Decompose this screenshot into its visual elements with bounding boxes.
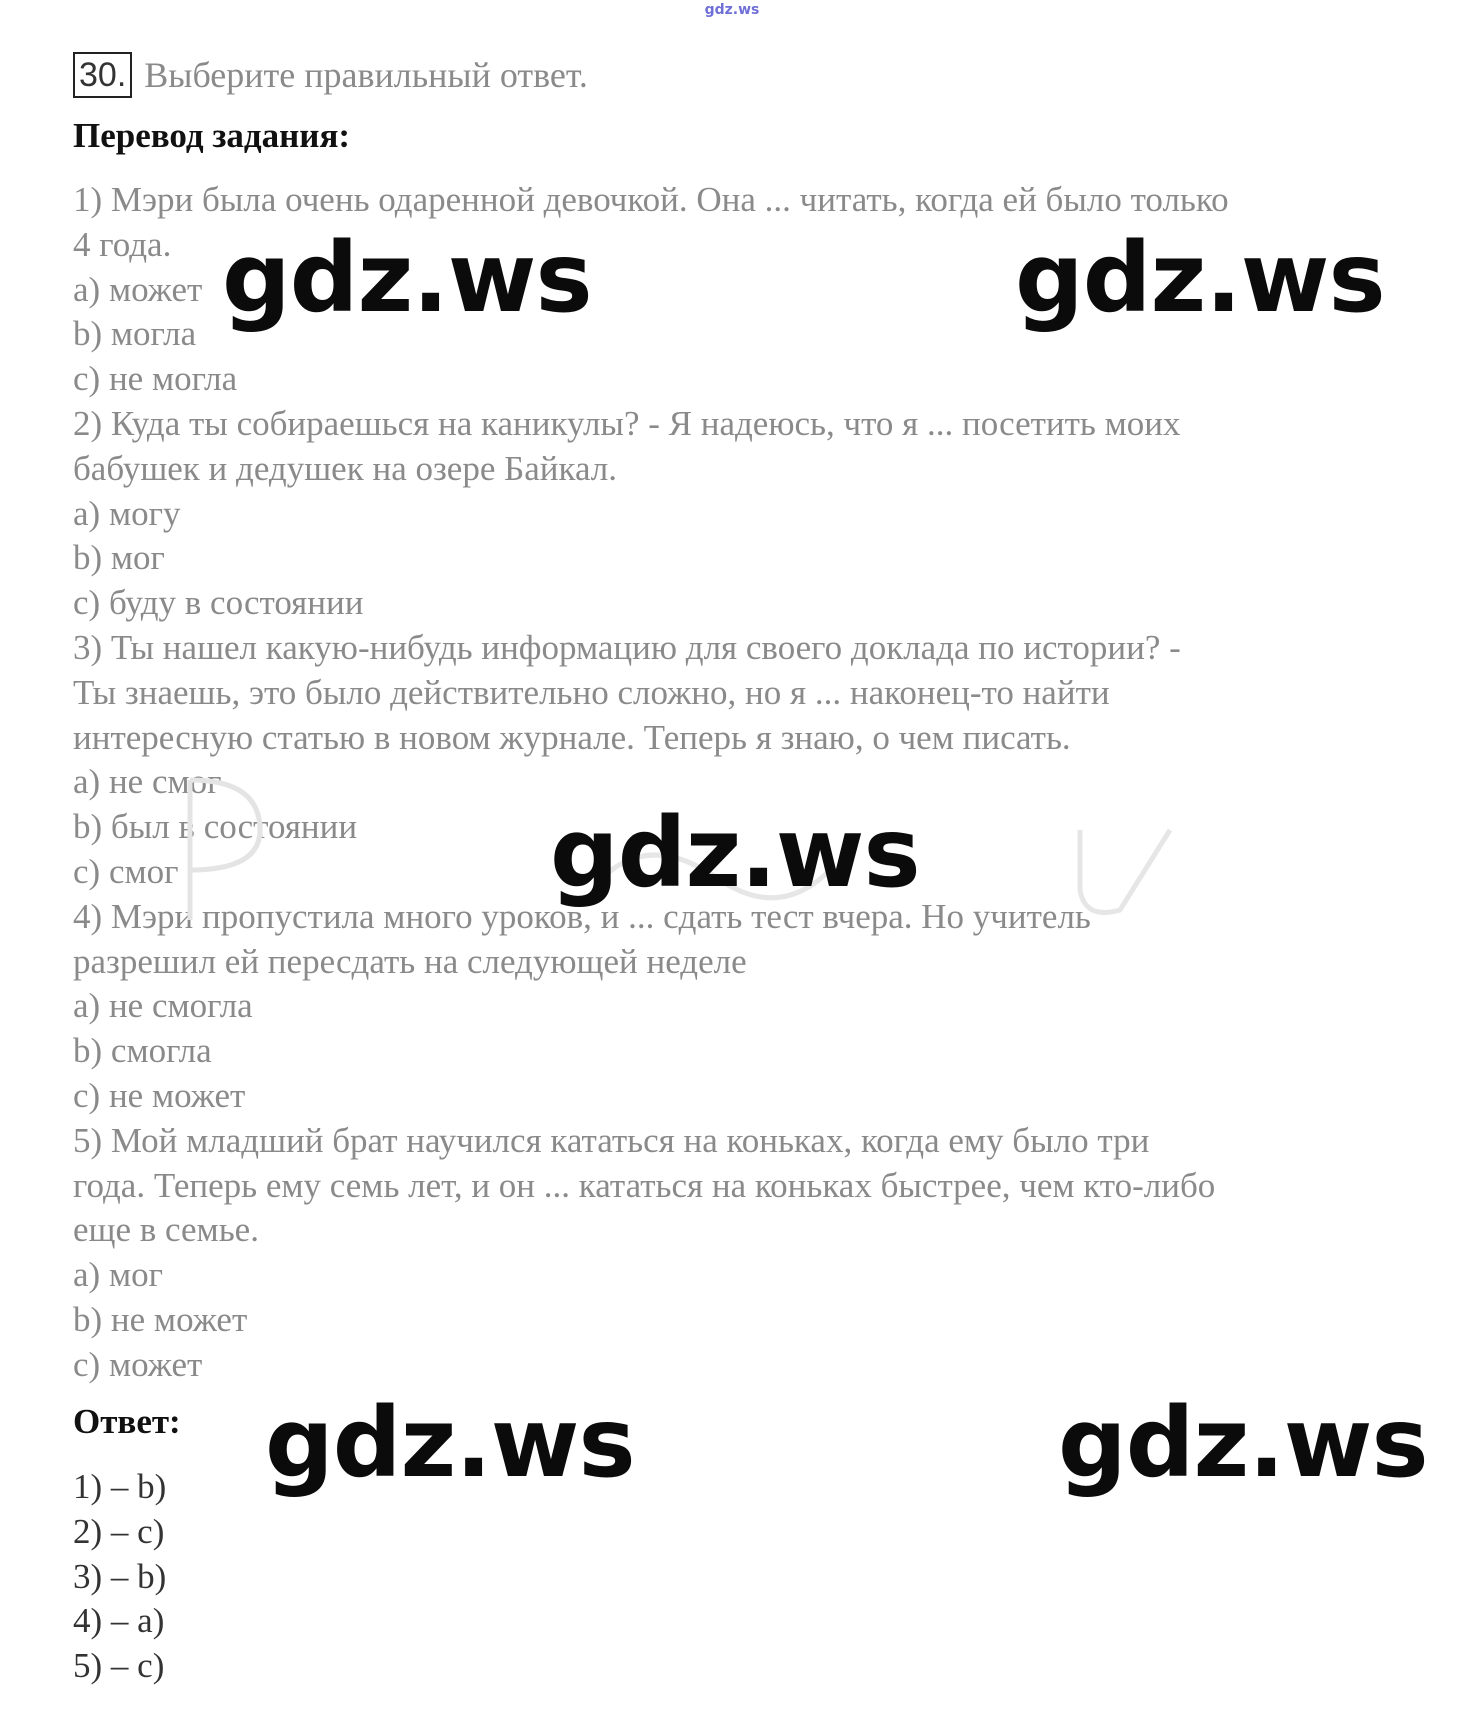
task-line: b) смогла — [73, 1031, 212, 1071]
answer-item: 4) – a) — [73, 1601, 165, 1641]
watermark-text: gdz.ws — [550, 797, 920, 909]
answer-item: 5) – c) — [73, 1646, 165, 1686]
task-line: a) не смогла — [73, 986, 253, 1026]
task-number-box: 30. — [73, 52, 132, 98]
task-line: разрешил ей пересдать на следующей неделе — [73, 941, 747, 981]
task-line: 5) Мой младший брат научился кататься на коньках, когда ему было три — [73, 1120, 1150, 1160]
task-line: 2) Куда ты собираешься на каникулы? - Я надеюсь, что я ... посетить моих — [73, 403, 1181, 443]
task-line: c) не может — [73, 1075, 246, 1115]
watermark-text: gdz.ws — [222, 222, 592, 334]
task-line: a) мог — [73, 1255, 163, 1295]
task-line: Ты знаешь, это было действительно сложно, но я ... наконец-то найти — [73, 672, 1110, 712]
task-line: c) может — [73, 1344, 203, 1384]
task-line: бабушек и дедушек на озере Байкал. — [73, 448, 618, 488]
top-watermark-mark: gdz.ws — [704, 2, 760, 18]
task-line: b) могла — [73, 314, 197, 354]
translation-title: Перевод задания: — [73, 116, 351, 155]
task-line: еще в семье. — [73, 1210, 259, 1250]
task-line: c) не могла — [73, 359, 238, 399]
task-line: b) не может — [73, 1299, 248, 1339]
task-line: года. Теперь ему семь лет, и он ... кататься на коньках быстрее, чем кто-либо — [73, 1165, 1216, 1205]
task-header — [73, 52, 588, 98]
watermark-text: gdz.ws — [265, 1387, 635, 1499]
task-line: a) может — [73, 269, 203, 309]
task-line: 4 года. — [73, 224, 172, 264]
task-line: b) был в состоянии — [73, 807, 358, 847]
watermark-text: gdz.ws — [1058, 1387, 1428, 1499]
answer-item: 1) – b) — [73, 1467, 167, 1506]
task-line: a) не смог — [73, 762, 222, 802]
task-line: 3) Ты нашел какую-нибудь информацию для своего доклада по истории? - — [73, 627, 1181, 667]
answer-item: 2) – c) — [73, 1511, 165, 1551]
task-line: 4) Мэри пропустила много уроков, и ... сдать тест вчера. Но учитель — [73, 896, 1091, 936]
answer-item: 3) – b) — [73, 1556, 167, 1596]
task-line: c) буду в состоянии — [73, 583, 364, 623]
task-line: 1) Мэри была очень одаренной девочкой. Она ... читать, когда ей было только — [73, 180, 1229, 219]
task-line: a) могу — [73, 493, 181, 533]
task-line: c) смог — [73, 851, 179, 891]
task-line: b) мог — [73, 538, 165, 578]
task-instruction: Выберите правильный ответ. — [144, 55, 588, 95]
watermark-text: gdz.ws — [1015, 222, 1385, 334]
answer-list — [73, 1465, 166, 1689]
task-line: интересную статью в новом журнале. Теперь я знаю, о чем писать. — [73, 717, 1071, 757]
answer-title: Ответ: — [73, 1402, 181, 1441]
